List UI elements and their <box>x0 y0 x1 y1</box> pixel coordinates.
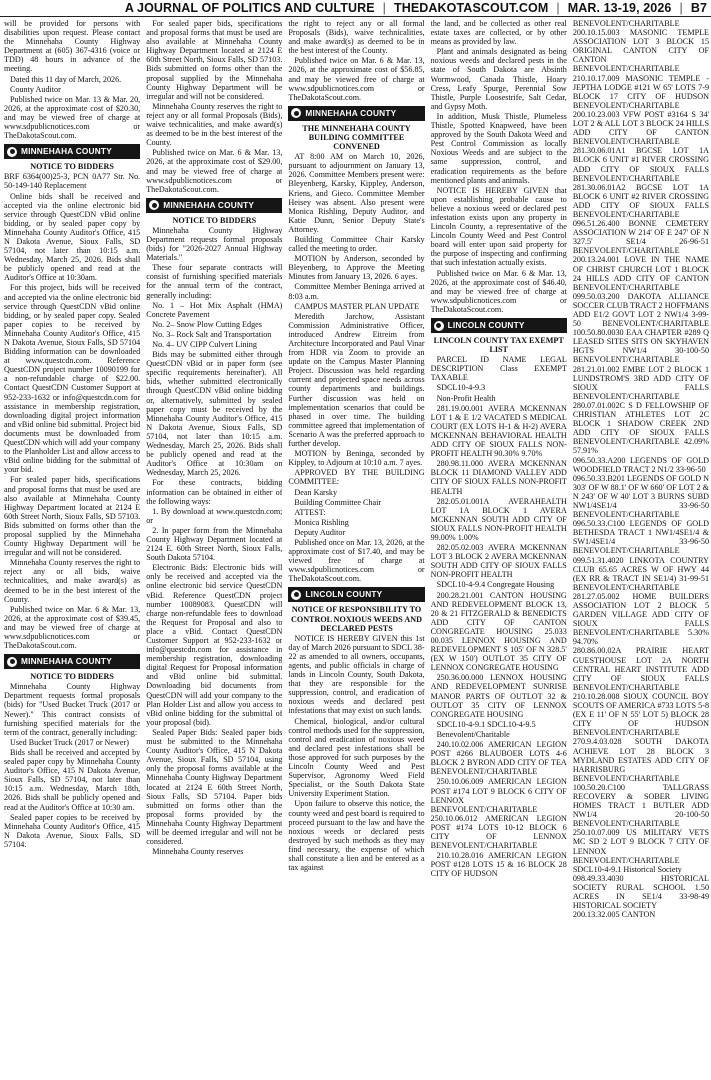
notice-text: BRF 6364(00)25-3, PCN 0A77 Str. No. 50-149-140 Replacement <box>4 172 141 191</box>
list-item: SDCL10-4-9.3 <box>436 383 486 393</box>
county-seal-icon <box>291 108 301 118</box>
county-seal-icon <box>7 657 17 667</box>
list-item: SDCL10-4-9.1 Historical Society <box>572 864 682 874</box>
county-banner <box>288 587 424 602</box>
list-item: SDCL10-4-9.1 SDCL10-4-9.5 <box>436 719 536 729</box>
notice-text: the right to reject any or all formal Proposals (Bids), waive technicalities, and make award(s) as deemed to be in the best interest of the County. <box>288 19 425 56</box>
signature-line: Monica Rishling <box>294 517 349 527</box>
list-item: No. 1 – Hot Mix Asphalt (HMA) Concrete Pavement <box>146 300 283 319</box>
list-item: 240.10.02.006 AMERICAN LEGION POST #266 BLAUBOER LOTS 4-6 BLOCK 2 BYRON ADD CITY OF TEA BENEVOLENT/CHARITABLE <box>430 740 567 777</box>
county-banner <box>146 198 282 213</box>
list-item: 2. In paper form from the Minnehaha County Highway Department located at 2124 E. 60th Street North, Sioux Falls, South Dakota 57104. <box>146 525 283 563</box>
list-item: No. 3– Rock Salt and Transportation <box>152 329 272 339</box>
list-item: 200.13.32.005 CANTON <box>572 910 656 920</box>
publication-note: Published once on Mar. 13, 2026, at the approximate cost of $17.40, and may be viewed free of charge at www.sdpublicnotices.com or TheDakotaScout.com. <box>288 537 425 584</box>
notice-text: Minnehaha County reserves <box>152 847 244 857</box>
county-seal-icon <box>149 200 159 210</box>
notice-heading: NOTICE OF RESPONSIBILITY TO CONTROL NOXIOUS WEEDS AND DECLARED PESTS <box>291 605 423 633</box>
notice-text: Building Committee Chair Karsky called the meeting to order. <box>288 234 425 254</box>
notice-text: Minnehaha County reserves the right to reject any or all formal Proposals (Bids), waive technicalities, and make award(s) as deemed to be in the best interest of the County. <box>146 101 283 148</box>
notice-text: MOTION by Anderson, seconded by Bleyenberg, to Approve the Meeting Minutes from January 13, 2026. 6 ayes. <box>288 254 425 282</box>
publication-note: Published twice on Mar. 6 & Mar. 13, 2026, at the approximate cost of $39.45, and may be viewed free of charge at www.sdpublicnotices.com or TheDakotaScout.com. <box>4 604 141 651</box>
notice-text: AT 8:00 AM on March 10, 2026, pursuant to adjournment on January 13, 2026. Committee Members present were: Bleyenberg, Karsky, Kippley, Anderson, Kriens, and Gieco. Committee Member Heisey was absent. Also present were Monica Rishling, Deputy Auditor, and Katie Dunn, Senior Deputy State's Attorney. <box>288 152 425 234</box>
notice-text: For sealed paper bids, specifications and proposal forms that must be used are also available at Minnehaha County Highway Department located at 2124 E 60th Street North, Sioux Falls, SD 57103. Bids submitted on forms other than the proposal supplied by the Minnehaha County Highway Department will be irregular and will not be considered. <box>4 475 141 558</box>
county-banner-label: LINCOLN COUNTY <box>447 319 525 330</box>
list-item: 200.28.21.001 CANTON HOUSING AND REDEVELOPMENT BLOCK 13, 20 & 21 FITZGERALD & BENEDICTS ADD CITY OF CANTON CONGREGATE HOUSING 25.033 00.035 LENNOX HOUSING AND REDEVELOPMENT S 105' OF N 328.5' (EX W 150') OUTLOT 35 CITY OF LENNOX CONGREGATE HOUSING <box>430 590 567 673</box>
notice-text: For sealed paper bids, specifications and proposal forms that must be used are also available at Minnehaha County Highway Department located at 2124 E 60th Street North, Sioux Falls, SD 57103. Bids submitted on forms other than the proposal supplied by the Minnehaha County Highway Department will be irregular and will not be considered. <box>146 19 283 101</box>
list-item: 282.05.02.003 AVERA MCKENNAN LOT 3 BLOCK 2 AVERA MCKENNAN SOUTH ADD CITY OF SIOUX FALLS NON-PROFIT HEALTH <box>430 543 567 580</box>
page-number: B7 <box>690 1 707 15</box>
county-banner-label: MINNEHAHA COUNTY <box>21 656 112 667</box>
list-item: 200.10.15.003 MASONIC TEMPLE ASSOCIATION LOT 3 BLOCK 15 ORIGINAL CANTON CITY OF CANTON BENEVOLENT/CHARITABLE 210.10.17.009 MASONIC TEMPLE - JEPTHA LODGE #121 W 65' LOTS 7-9 BLOCK 17 CITY OF HUDSON BENEVOLENT/CHARITABLE 200.10.23.003 VFW POST #3164 S 34' LOT 2 & ALL LOT 3 BLOCK 24 HILLS ADD CITY OF CANTON BENEVOLENT/CHARITABLE <box>572 28 710 147</box>
signature-line: Dean Karsky <box>294 487 338 497</box>
list-item: 096.50.33.B201 LEGENDS OF GOLD N 303' OF W 88.1' OF W 660' OF LOT 2 & N 243' OF W 40' LOT 3 BURNS SUBD NW1/4SE1/4 33-96-50 BENEVOLENT/CHARITABLE <box>572 473 710 520</box>
notice-text: APPROVED BY THE BUILDING COMMITTEE: <box>288 468 425 487</box>
list-item: Non-Profit Health <box>436 393 496 403</box>
notice-columns <box>4 19 709 1080</box>
notice-text: NOTICE IS HEREBY GIVEN this 1st day of March 2026 pursuant to SDCL 38-22 as amended to all owners, occupants, agents, and public officials in charge of lands in Lincoln County, South Dakota, that they are responsible for the suppression, control, and eradication of noxious weeds and declared pest infestations that may exist on such lands. <box>288 633 425 716</box>
publication-note: Published twice on Mar. 6 & Mar. 13, 2026, at the approximate cost of $56.85, and may be viewed free of charge at www.sdpublicnotices.com or TheDakotaScout.com. <box>288 56 425 102</box>
list-item: No. 4– UV CIPP Culvert Lining <box>152 340 257 349</box>
notice-heading: LINCOLN COUNTY TAX EXEMPT LIST <box>433 336 564 355</box>
notice-text: Meredith Jarchow, Assistant Commission Administrative Officer, introduced Andrew Eitreim from Architecture Incorporated and Paul Vinar from HDR via Zoom to provide an update on the Campus Master Planning Project. Discussion was held regarding current and projected space needs across county departments and buildings. Further discussion was held on implementation scenarios that could be phased in over time. The building committee agreed that implementation of Scenario A was the preferred approach to further develop. <box>288 311 425 449</box>
notice-text: For these contracts, bidding information can be obtained in either of the following ways: <box>146 478 283 506</box>
county-seal-icon <box>291 590 301 600</box>
list-item: 099.50.03.200 DAKOTA ALLIANCE SOCCER CLUB TRACT 2 HOFFMANS ADD E1/2 GOVT LOT 2 NW1/4 3-99-50 BENEVOLENT/CHARITABLE 100.50.80.0030 EAA CHAPTER #289 Q LEASED SITES SITS ON SKYHAVEN HGTS NW1/4 30-100-50 BENEVOLENT/CHARITABLE <box>572 291 710 365</box>
county-banner-label: MINNEHAHA COUNTY <box>305 107 397 118</box>
county-banner-label: MINNEHAHA COUNTY <box>163 199 255 210</box>
notice-text: Bids shall be received and accepted by sealed paper copy by Minnehaha County Auditor's Office, 415 N Dakota Avenue, Sioux Falls, SD 57104, not later than 10:15 a.m. Wednesday, March 18th, 2026. Bids shall be publicly opened and read at the Auditor's Office at 10:30 am. <box>4 747 141 812</box>
publication-note: Published twice on Mar. 13 & Mar. 20, 2026, at the approximate cost of $20.30, and may be viewed free of charge at www.sdpublicnotices.com or TheDakotaScout.com. <box>4 94 141 141</box>
list-item: Benevolent/Charitable <box>436 729 510 739</box>
list-item: 281.19.00.001 AVERA MCKENNAN LOT 1 & E 1/2 VACATED S MEDICAL COURT (EX LOTS H-1 & H-2) AVERA MCKENNAN BEHAVIORAL HEALTH ADD CITY OF SIOUX FALLS NON-PROFIT HEALTH 90.30% 9.70% <box>430 403 567 459</box>
notice-heading: NOTICE TO BIDDERS <box>30 162 114 172</box>
masthead-date: MAR. 13-19, 2026 <box>567 1 672 15</box>
list-item: 281.21.01.002 EMBE LOT 2 BLOCK 1 LUNDSTROM'S 3RD ADD CITY OF SIOUX FALLS BENEVOLENT/CHARITABLE 280.07.01.002C S D FELLOWSHIP OF CHRISTIAN ATHLETES LOT 2C BLOCK 1 SHADOW CREEK 2ND ADD CITY OF SIOUX FALLS BENEVOLENT/CHARITABLE 42.09% 57.91% <box>572 364 710 456</box>
column-1 <box>4 19 140 1080</box>
notice-text: Minnehaha County Highway Department requests formal proposals (bids) for "Used Bucket Truck (2017 or Newer)." This contract consists of furnishing specified materials for the term of the contract, generally including: <box>4 682 141 737</box>
notice-text: CAMPUS MASTER PLAN UPDATE <box>294 301 420 311</box>
notice-text: Electronic Bids: Electronic bids will only be received and accepted via the online electronic bid service QuestCDN vBid. Reference QuestCDN project number 10089083. QuestCDN will charge non-refundable fees to download the Request for Proposal and also to place a vBid. Contact QuestCDN Customer Support at 952-233-1632 or info@questcdn.com for assistance in membership registration, downloading digital Request for Proposal information and vBid online bid submittal. Downloading bid documents from QuestCDN will add your company to the Plan Holder List and allow you access to vBid online bidding for the submittal of your proposal (bid). <box>146 563 283 727</box>
list-item: 281.30.06.01A2 BGCSE LOT 1A BLOCK 6 UNIT #2 RIVER CROSSING ADD CITY OF SIOUX FALLS BENEVOLENT/CHARITABLE 096.51.26.400 BONNE CEMETERY ASSOCIATION W 214' OF E 247' OF N 327.5' SE1/4 26-96-51 BENEVOLENT/CHARITABLE <box>572 182 710 256</box>
notice-text: For this project, bids will be received and accepted via the online electronic bid service through QuestCDN vBid online bidding, or by sealed paper copy. Sealed paper copies to be received by Minnehaha County Auditor's Office, 415 N Dakota Avenue, Sioux Falls, SD 57104 Bidding information can be downloaded at www.questcdn.com. Reference QuestCDN project number 10090199 for a non-refundable charge of $22.00. Contact QuestCDN Customer Support at 952-233-1632 or info@questcdn.com for assistance in membership registration, downloading digital project information and vBid online bid submittal. Project bid documents must be downloaded from QuestCDN which will add your company to the Planholder List and allow access to vBid online bidding for the submittal of your bid. <box>4 283 141 475</box>
county-banner <box>431 318 567 333</box>
notice-heading: NOTICE TO BIDDERS <box>172 215 257 225</box>
column-3 <box>288 19 424 1080</box>
county-banner-label: LINCOLN COUNTY <box>305 589 383 600</box>
county-banner <box>4 144 140 159</box>
notice-text: the land, and be collected as other real estate taxes are collected, or by other means as provided by law. <box>430 19 567 47</box>
list-item: 210.10.28.016 AMERICAN LEGION POST #128 LOTS 15 & 16 BLOCK 28 CITY OF HUDSON <box>430 851 567 879</box>
notice-text: These four separate contracts will consist of furnishing specified materials for the annual term of the contract, generally including: <box>146 263 283 300</box>
county-banner <box>4 654 140 669</box>
column-5 <box>573 19 709 1080</box>
county-seal-icon <box>7 147 17 157</box>
notice-text: Plant and animals designated as being noxious weeds and declared pests in the state of South Dakota are Absinth Wormwood, Canada Thistle, Hoary Cress, Leafy Spurge, Perennial Sow Thistle, Purple Loosestrife, Salt Cedar, and Gypsy Moth. <box>430 47 567 111</box>
list-item: 210.10.28.008 SIOUX COUNCIL BOY SCOUTS OF AMERICA #733 LOTS 5-8 (EX E 11' OF N 55' LOT 5) BLOCK 28 CITY OF HUDSON BENEVOLENT/CHARITABLE <box>572 691 710 738</box>
notice-heading: NOTICE TO BIDDERS <box>30 672 114 682</box>
list-item: 280.98.11.000 AVERA MCKENNAN BLOCK 11 DIAMOND VALLEY ADD CITY OF SIOUX FALLS NON-PROFIT HEALTH <box>430 459 567 496</box>
notice-text: will be provided for persons with disabilities upon request. Please contact the Minnehaha County Highway Department at (605) 367-4316 (voice or TDD) 48 hours in advance of the meeting. <box>4 19 141 74</box>
notice-text: In addition, Musk Thistle, Plumeless Thistle, Spotted Knapweed, have been approved by the South Dakota Weed and Pest Control Commission as locally Noxious Weeds and are subject to the same suppression, control, and eradication requirements as the before mentioned plants and animals. <box>430 111 567 185</box>
column-4 <box>431 19 567 1080</box>
notice-text: Dated this 11 day of March, 2026. <box>10 74 122 84</box>
notice-text: Committee Member Beninga arrived at 8:03 a.m. <box>288 282 425 301</box>
notice-text: NOTICE IS HEREBY GIVEN that upon establishing probable cause to believe a noxious weed or declared pest infestation exists upon any property in Lincoln County, a representative of the Lincoln County Weed and Pest Control board will enter upon said property for the purpose of inspecting and confirming that such infestation actually exists. <box>430 185 567 268</box>
notice-text: Minnehaha County reserves the right to reject any or all bids, waive technicalities, and make award(s) as deemed to be in the best interest of the County. <box>4 558 141 604</box>
county-banner-label: MINNEHAHA COUNTY <box>21 146 112 157</box>
notice-text: MOTION by Beninga, seconded by Kippley, to Adjourn at 10:10 a.m. 7 ayes. <box>288 449 425 468</box>
list-item: 282.05.01.001A AVERAHEALTH LOT 1A BLOCK 1 AVERA MCKENNAN SOUTH ADD CITY OF SIOUX FALLS NON-PROFIT HEALTH 99.00% 1.00% <box>430 496 567 542</box>
notice-text: Minnehaha County Highway Department requests formal proposals (bids) for "2026-2027 Annual Highway Materials." <box>146 225 283 263</box>
masthead-separator: | <box>556 1 560 15</box>
list-item: 096.50.33.A200 LEGENDS OF GOLD WOODFIELD TRACT 2 N1/2 33-96-50 <box>572 455 710 474</box>
notice-heading: THE MINNEHAHA COUNTY BUILDING COMMITTEE CONVENED <box>302 123 411 152</box>
list-item: 250.10.06.009 AMERICAN LEGION POST #174 LOT 9 BLOCK 6 CITY OF LENNOX BENEVOLENT/CHARITABLE 250.10.06.012 AMERICAN LEGION POST #174 LOTS 10-12 BLOCK 6 CITY OF LENNOX BENEVOLENT/CHARITABLE <box>430 777 567 851</box>
list-item: 281.30.06.01A1 BGCSE LOT 1A BLOCK 6 UNIT #1 RIVER CROSSING ADD CITY OF SIOUX FALLS BENEVOLENT/CHARITABLE <box>572 146 710 183</box>
column-2 <box>146 19 282 1080</box>
masthead-tagline: A JOURNAL OF POLITICS AND CULTURE <box>124 1 375 15</box>
notice-text: Sealed paper copies to be received by Minnehaha County Auditor's Office, 415 N Dakota Avenue, Sioux Falls, SD 57104. <box>4 812 141 849</box>
masthead-separator: | <box>382 1 386 15</box>
list-item: 1. By download at www.questcdn.com; or <box>146 506 283 525</box>
notice-text: County Auditor <box>10 84 61 94</box>
list-item: 096.50.33.C100 LEGENDS OF GOLD BETHESDA TRACT 1 NW1/4SE1/4 & SW1/4SE1/4 33-96-50 BENEVOLENT/CHARITABLE 099.51.31.4020 LINKOTA COUNTRY CLUB 65.65 ACRES W OF HWY 44 (EX RR & TRACT IN SE1/4) 31-99-51 BENEVOLENT/CHARITABLE <box>572 519 710 592</box>
publication-note: Published twice on Mar. 6 & Mar. 13, 2026, at the approximate cost of $46.40, and may be viewed free of charge at www.sdpublicnotices.com or TheDakotaScout.com. <box>430 268 567 314</box>
notice-text: Online bids shall be received and accepted via the online electronic bid service through QuestCDN vBid online bidding, or by sealed paper copy by Minnehaha County Auditor's Office, 415 N Dakota Avenue, Sioux Falls, SD 57104, not later than 10:15 a.m. Wednesday, March 25, 2026. Bids shall be publicly opened and read at the Auditor's Office at 10:30am. <box>4 191 141 283</box>
list-item: 250.36.00.000 LENNOX HOUSING AND REDEVELOPMENT SUNRISE MANOR PARTS OF OUTLOT 32 & OUTLOT 35 CITY OF LENNOX CONGREGATE HOUSING <box>430 673 567 719</box>
notice-text: Bids may be submitted either through QuestCDN vBid or in paper form (see specific requirements hereinafter). All bids, whether submitted electronically through QuestCDN vBid online bidding or, alternatively, submitted by sealed paper copy must be received by the Minnehaha County Auditor's Office, 415 N Dakota Avenue, Sioux Falls, SD 57104, not later than 10:15 a.m. Wednesday, March 25, 2026. Bids shall be publicly opened and read at the Auditor's Office at 10:30am on Wednesday, March 25, 2026. <box>146 350 283 478</box>
signature-line: Building Committee Chair <box>294 497 382 507</box>
county-banner <box>288 106 424 121</box>
list-item: SDCL10-4-9.4 Congregate Housing <box>436 580 555 590</box>
notice-text: Upon failure to observe this notice, the county weed and pest board is required to proceed pursuant to the law and have the noxious weeds or declared pests destroyed by such methods as they may find necessary, the expense of which shall constitute a lien and be entered as a tax against <box>288 799 425 873</box>
masthead-site[interactable]: THEDAKOTASCOUT.COM <box>394 1 549 15</box>
signature-line: ATTEST: <box>294 507 326 517</box>
list-item: 098.49.33.4030 HISTORICAL SOCIETY RURAL SCHOOL 1.50 ACRES IN SE1/4 33-98-49 HISTORICAL SOCIETY <box>572 873 710 911</box>
list-item: BENEVOLENT/CHARITABLE <box>572 19 680 28</box>
masthead <box>0 0 711 17</box>
list-header: PARCEL ID NAME LEGAL DESCRIPTION Class EXEMPT TAXABLE <box>430 355 567 383</box>
notice-text: Sealed Paper Bids: Sealed paper bids must be submitted to the Minnehaha County Auditor's Office, 415 N Dakota Avenue, Sioux Falls, SD 57104, using only the proposal forms available at the Minnehaha County Highway Department located at 2124 E 60th Street North, Sioux Falls, SD 57104. Paper bids submitted on forms other than the proposal forms provided by the Minnehaha County Highway Department will be deemed irregular and will not be considered. <box>146 727 283 847</box>
masthead-separator: | <box>679 1 683 15</box>
publication-note: Published twice on Mar. 6 & Mar. 13, 2026, at the approximate cost of $29.00, and may be viewed free of charge at www.sdpublicnotices.com or TheDakotaScout.com. <box>146 148 283 194</box>
list-item: 270.9.4.03.028 SOUTH DAKOTA ACHIEVE LOT 28 BLOCK 3 MYDLAND ESTATES ADD CITY OF HARRISBURG BENEVOLENT/CHARITABLE 100.50.20.C100 TALLGRASS RECOVERY & SOBER LIVING HOMES TRACT 1 BUTLER ADD NW1/4 20-100-50 BENEVOLENT/CHARITABLE 250.10.07.009 US MILITARY VETS MC SD 2 LOT 9 BLOCK 7 CITY OF LENNOX BENEVOLENT/CHARITABLE <box>572 737 710 865</box>
signature-line: Deputy Auditor <box>294 527 346 537</box>
list-item: 280.86.00.02A PRAIRIE HEART GUESTHOUSE LOT 2A NORTH CENTRAL HEART INSTITUTE ADD CITY OF SIOUX FALLS BENEVOLENT/CHARITABLE <box>572 646 710 692</box>
notice-text: Used Bucket Truck (2017 or Newer) <box>10 737 129 747</box>
list-item: No. 2– Snow Plow Cutting Edges <box>152 319 262 329</box>
list-item: 200.13.24.001 LOVE IN THE NAME OF CHRIST CHURCH LOT 1 BLOCK 24 HILLS ADD CITY OF CANTON BENEVOLENT/CHARITABLE <box>572 255 710 292</box>
notice-text: Chemical, biological, and/or cultural control methods used for the suppression, control and eradication of noxious weed and declared pest infestations shall be those approved for such purposes by the Lincoln County Weed and Pest Supervisor, Agronomy Weed Field Specialist, or the South Dakota State University Experiment Station. <box>288 716 425 799</box>
county-seal-icon <box>434 321 444 331</box>
list-item: 281.27.05.002 HOME BUILDERS ASSOCIATION LOT 2 BLOCK 5 GARDEN VILLAGE ADD CITY OF SIOUX FALLS BENEVOLENT/CHARITABLE 5.30% 94.70% <box>572 591 710 647</box>
